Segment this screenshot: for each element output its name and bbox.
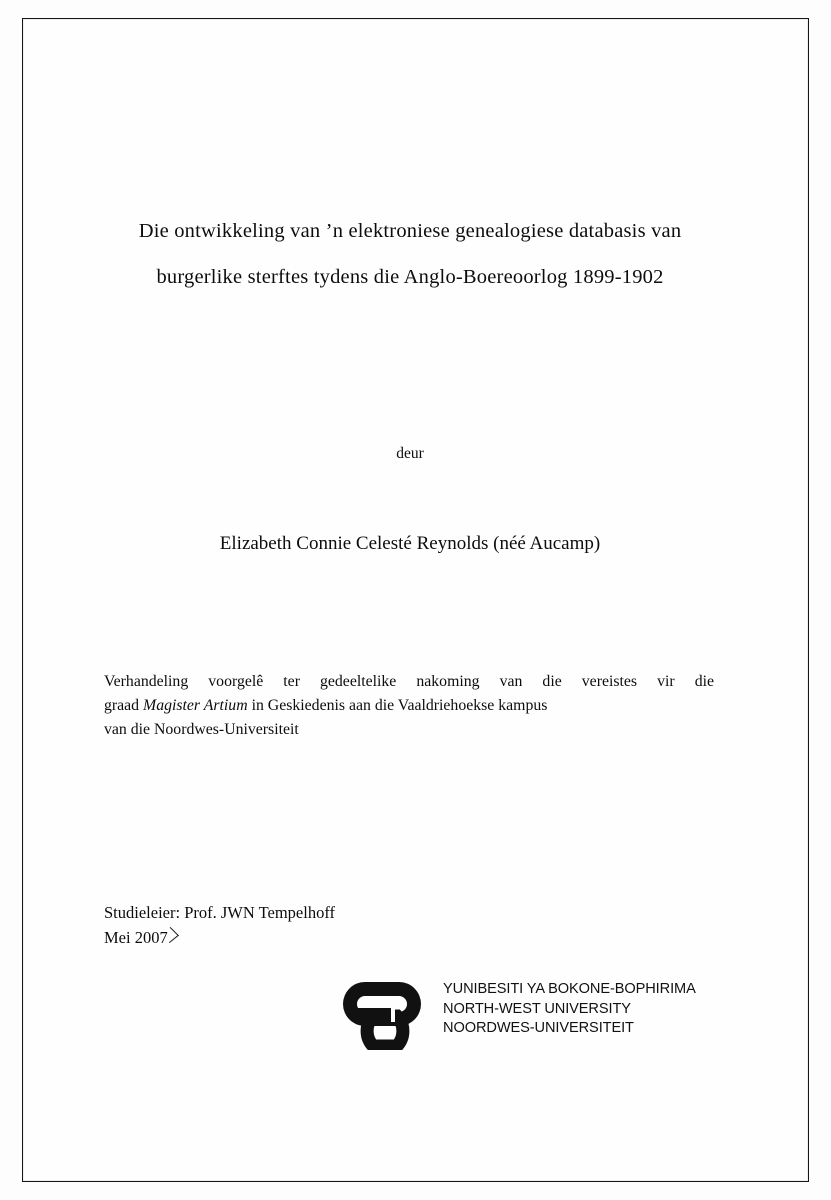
degree-statement-line-2-prefix: graad <box>104 697 144 714</box>
university-logo-block <box>255 974 696 1052</box>
degree-statement <box>104 670 714 742</box>
title-line-1: Die ontwikkeling van ’n elektroniese genealogiese databasis van <box>138 220 682 242</box>
degree-statement-line-3: van die Noordwes-Universiteit <box>104 721 299 738</box>
submission-date: Mei 2007 <box>104 925 168 950</box>
title-line-2: burgerlike sterftes tydens die Anglo-Boereoorlog 1899-1902 <box>156 266 664 288</box>
logo-text-line-2: NORTH-WEST UNIVERSITY <box>443 1000 631 1017</box>
degree-name-italic: Magister Artium <box>143 697 248 714</box>
degree-statement-line-1: Verhandeling voorgelê ter gedeeltelike nakoming van die vereistes vir die <box>104 673 714 690</box>
logo-text-line-3: NOORDWES-UNIVERSITEIT <box>443 1020 634 1036</box>
logo-text-line-1: YUNIBESITI YA BOKONE-BOPHIRIMA <box>443 981 696 997</box>
supervisor-line: Studieleier: Prof. JWN Tempelhoff <box>104 903 336 922</box>
author-name: Elizabeth Connie Celesté Reynolds (néé Aucamp) <box>219 533 601 554</box>
degree-statement-line-2-suffix: in Geskiedenis aan die Vaaldriehoekse kampus <box>247 697 548 714</box>
degree-statement-line-2 <box>104 694 714 718</box>
page-title <box>80 208 740 300</box>
supervisor-block <box>104 900 714 950</box>
page-content <box>80 18 740 1182</box>
by-label: deur <box>396 445 424 462</box>
university-logo-text <box>443 980 696 1039</box>
north-west-university-logo-icon <box>333 978 439 1050</box>
